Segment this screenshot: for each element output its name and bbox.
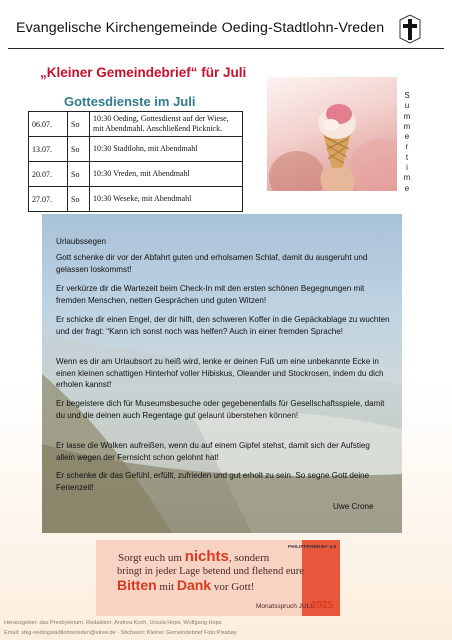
service-day: So xyxy=(68,162,90,187)
ice-cream-photo xyxy=(267,77,397,191)
parish-name-header: Evangelische Kirchengemeinde Oeding-Stadtlohn-Vreden xyxy=(16,20,385,36)
verse-highlight: Dank xyxy=(176,577,212,593)
poem-paragraph: Er verkürze dir die Wartezeit beim Check-In mit den ersten schönen Begegnungen mit fremden Menschen, netten Gesprächen und guten Witzen! xyxy=(56,284,365,305)
service-description: 10:30 Oeding, Gottesdienst auf der Wiese, mit Abendmahl. Anschließend Picknick. xyxy=(90,112,243,137)
table-row xyxy=(29,162,243,187)
verse-line-1 xyxy=(118,548,269,565)
newsletter-title: „Kleiner Gemeindebrief“ für Juli xyxy=(40,65,247,80)
poem-paragraph: Er begeistere dich für Museumsbesuche oder gegebenenfalls für Gesellschaftsspiele, damit du und die deinen auch Regentage gut gelaunt überstehen können! xyxy=(56,399,385,420)
table-row xyxy=(29,187,243,212)
verse-text: vor Gott! xyxy=(211,581,255,593)
cross-logo-icon xyxy=(397,14,423,44)
monthly-verse-year: 2025 xyxy=(311,600,334,611)
verse-line-2: bringt in jeder Lage betend und flehend eure xyxy=(117,566,304,577)
poem-paragraph: Wenn es dir am Urlaubsort zu heiß wird, lenke er deinen Fuß um eine unbekannte Ecke in einen kleinen schattigen Hinterhof voller Hibiskus, Oleander und Stockrosen, indem du dich erholen kannst! xyxy=(56,357,384,389)
poem-paragraph: Er schenke dir das Gefühl, erfüllt, zufrieden und gut erholt zu sein. So segne Gott deine Ferienzeit! xyxy=(56,471,370,492)
service-description: 10:30 Stadtlohn, mit Abendmahl xyxy=(90,137,243,162)
verse-text: , sondern xyxy=(228,552,270,564)
ice-cream-cone-icon xyxy=(267,77,397,191)
service-date: 20.07. xyxy=(29,162,68,187)
service-date: 06.07. xyxy=(29,112,68,137)
service-day: So xyxy=(68,112,90,137)
verse-reference: PHILIPPERBRIEF 4,6 xyxy=(288,544,337,549)
verse-text: Sorgt euch um xyxy=(118,552,185,564)
service-day: So xyxy=(68,187,90,212)
service-day: So xyxy=(68,137,90,162)
services-heading: Gottesdienste im Juli xyxy=(64,94,196,109)
service-date: 13.07. xyxy=(29,137,68,162)
verse-highlight: nichts xyxy=(184,548,229,565)
poem-paragraph: Er lasse die Wolken aufreißen, wenn du auf einem Gipfel stehst, damit sich der Aufstieg allein wegen der Fernsicht schon gelohnt hat! xyxy=(56,441,370,462)
verse-text: mit xyxy=(156,581,177,593)
header-divider xyxy=(8,48,444,49)
contact-line: Email: stkg-oedingstadtlohnvreden@ekvw.de · Stichwort: Kleiner Gemeindebrief Foto:Pixabay xyxy=(4,630,237,636)
publisher-credits: Herausgeber: das Presbyterium. Redaktion: Andrea Koch, Ursula Hops, Wolfgang Hops xyxy=(4,620,222,626)
service-date: 27.07. xyxy=(29,187,68,212)
service-description: 10:30 Weseke, mit Abendmahl xyxy=(90,187,243,212)
monthly-verse-label: Monatsspruch JULI xyxy=(256,603,312,610)
table-row xyxy=(29,112,243,137)
service-description: 10:30 Vreden, mit Abendmahl xyxy=(90,162,243,187)
poem-paragraph: Gott schenke dir vor der Abfahrt guten und erholsamen Schlaf, damit du ausgeruht und gelassen loskommst! xyxy=(56,253,368,274)
verse-highlight: Bitten xyxy=(117,577,157,593)
summertime-vertical-text: S u m m e r t i m e xyxy=(403,91,411,193)
services-table xyxy=(28,111,243,212)
table-row xyxy=(29,137,243,162)
poem-paragraph: Er schicke dir einen Engel, der dir hilft, den schweren Koffer in die Gepäckablage zu wuchten und der fragt: “Kann ich sonst noch was helfen? Auch in einer fremden Sprache! xyxy=(56,315,390,336)
verse-line-3 xyxy=(117,577,254,595)
poem-signature: Uwe Crone xyxy=(333,502,374,511)
poem-heading: Urlaubssegen xyxy=(56,237,106,246)
